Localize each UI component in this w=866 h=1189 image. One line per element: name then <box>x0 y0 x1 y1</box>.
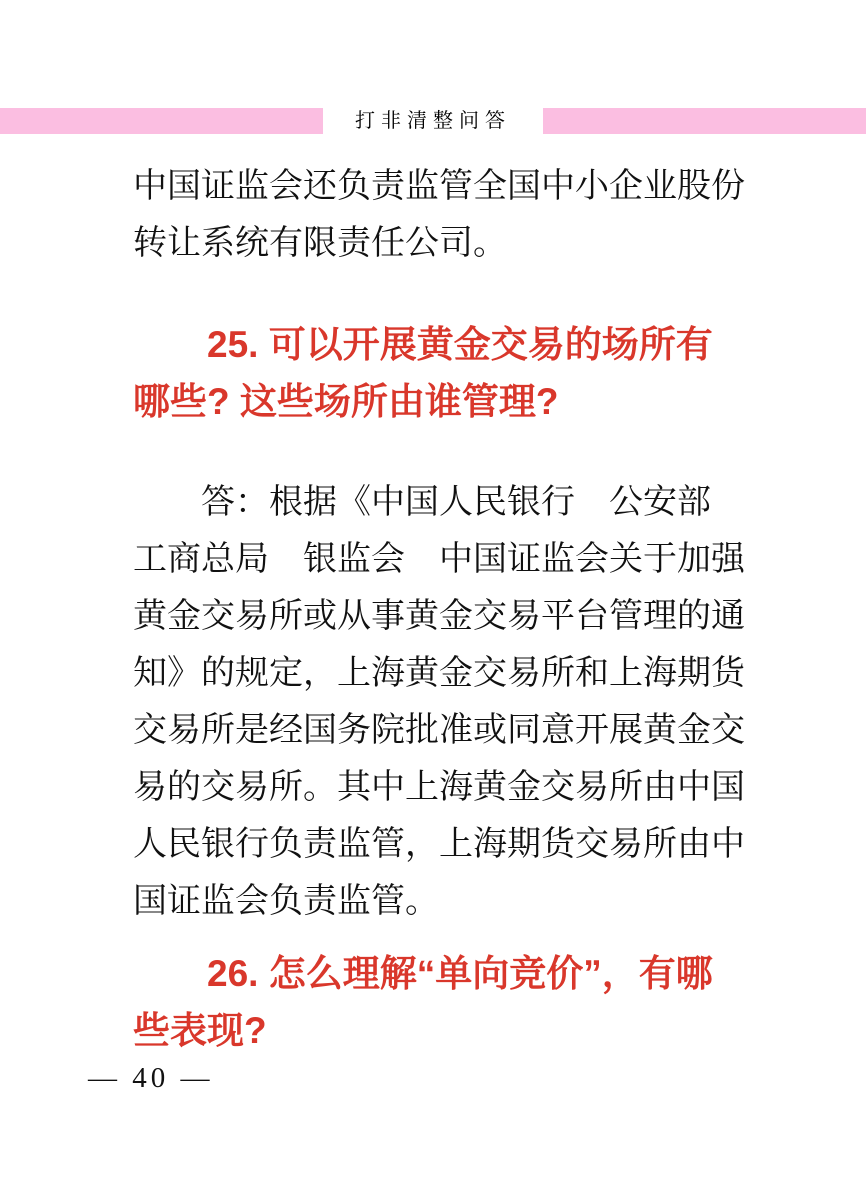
question-26-heading <box>133 945 749 1059</box>
text-line: 交易所是经国务院批准或同意开展黄金交 <box>133 712 745 749</box>
text-line: 易的交易所。其中上海黄金交易所由中国 <box>133 769 745 806</box>
page-number: — 40 — <box>88 1062 214 1094</box>
text-line: 答：根据《中国人民银行 公安部 <box>201 484 711 521</box>
question-25-heading <box>133 316 749 430</box>
text-line: 转让系统有限责任公司。 <box>133 225 507 262</box>
text-line: 黄金交易所或从事黄金交易平台管理的通 <box>133 598 745 635</box>
text-line: 25. 可以开展黄金交易的场所有 <box>207 324 713 365</box>
text-line: 人民银行负责监管，上海期货交易所由中 <box>133 826 745 863</box>
text-line: 知》的规定，上海黄金交易所和上海期货 <box>133 655 745 692</box>
text-line: 26. 怎么理解“单向竞价”，有哪 <box>207 953 713 994</box>
page-header <box>0 108 866 134</box>
page-content <box>133 158 749 1059</box>
paragraph-continuation <box>133 158 749 272</box>
text-line: 些表现? <box>133 1010 267 1051</box>
text-line: 中国证监会还负责监管全国中小企业股份 <box>133 168 745 205</box>
text-line: 哪些? 这些场所由谁管理? <box>133 381 559 422</box>
text-line: 国证监会负责监管。 <box>133 883 439 920</box>
page-header-title: 打非清整问答 <box>323 108 543 134</box>
answer-25-paragraph <box>133 474 749 930</box>
text-line: 工商总局 银监会 中国证监会关于加强 <box>133 541 745 578</box>
